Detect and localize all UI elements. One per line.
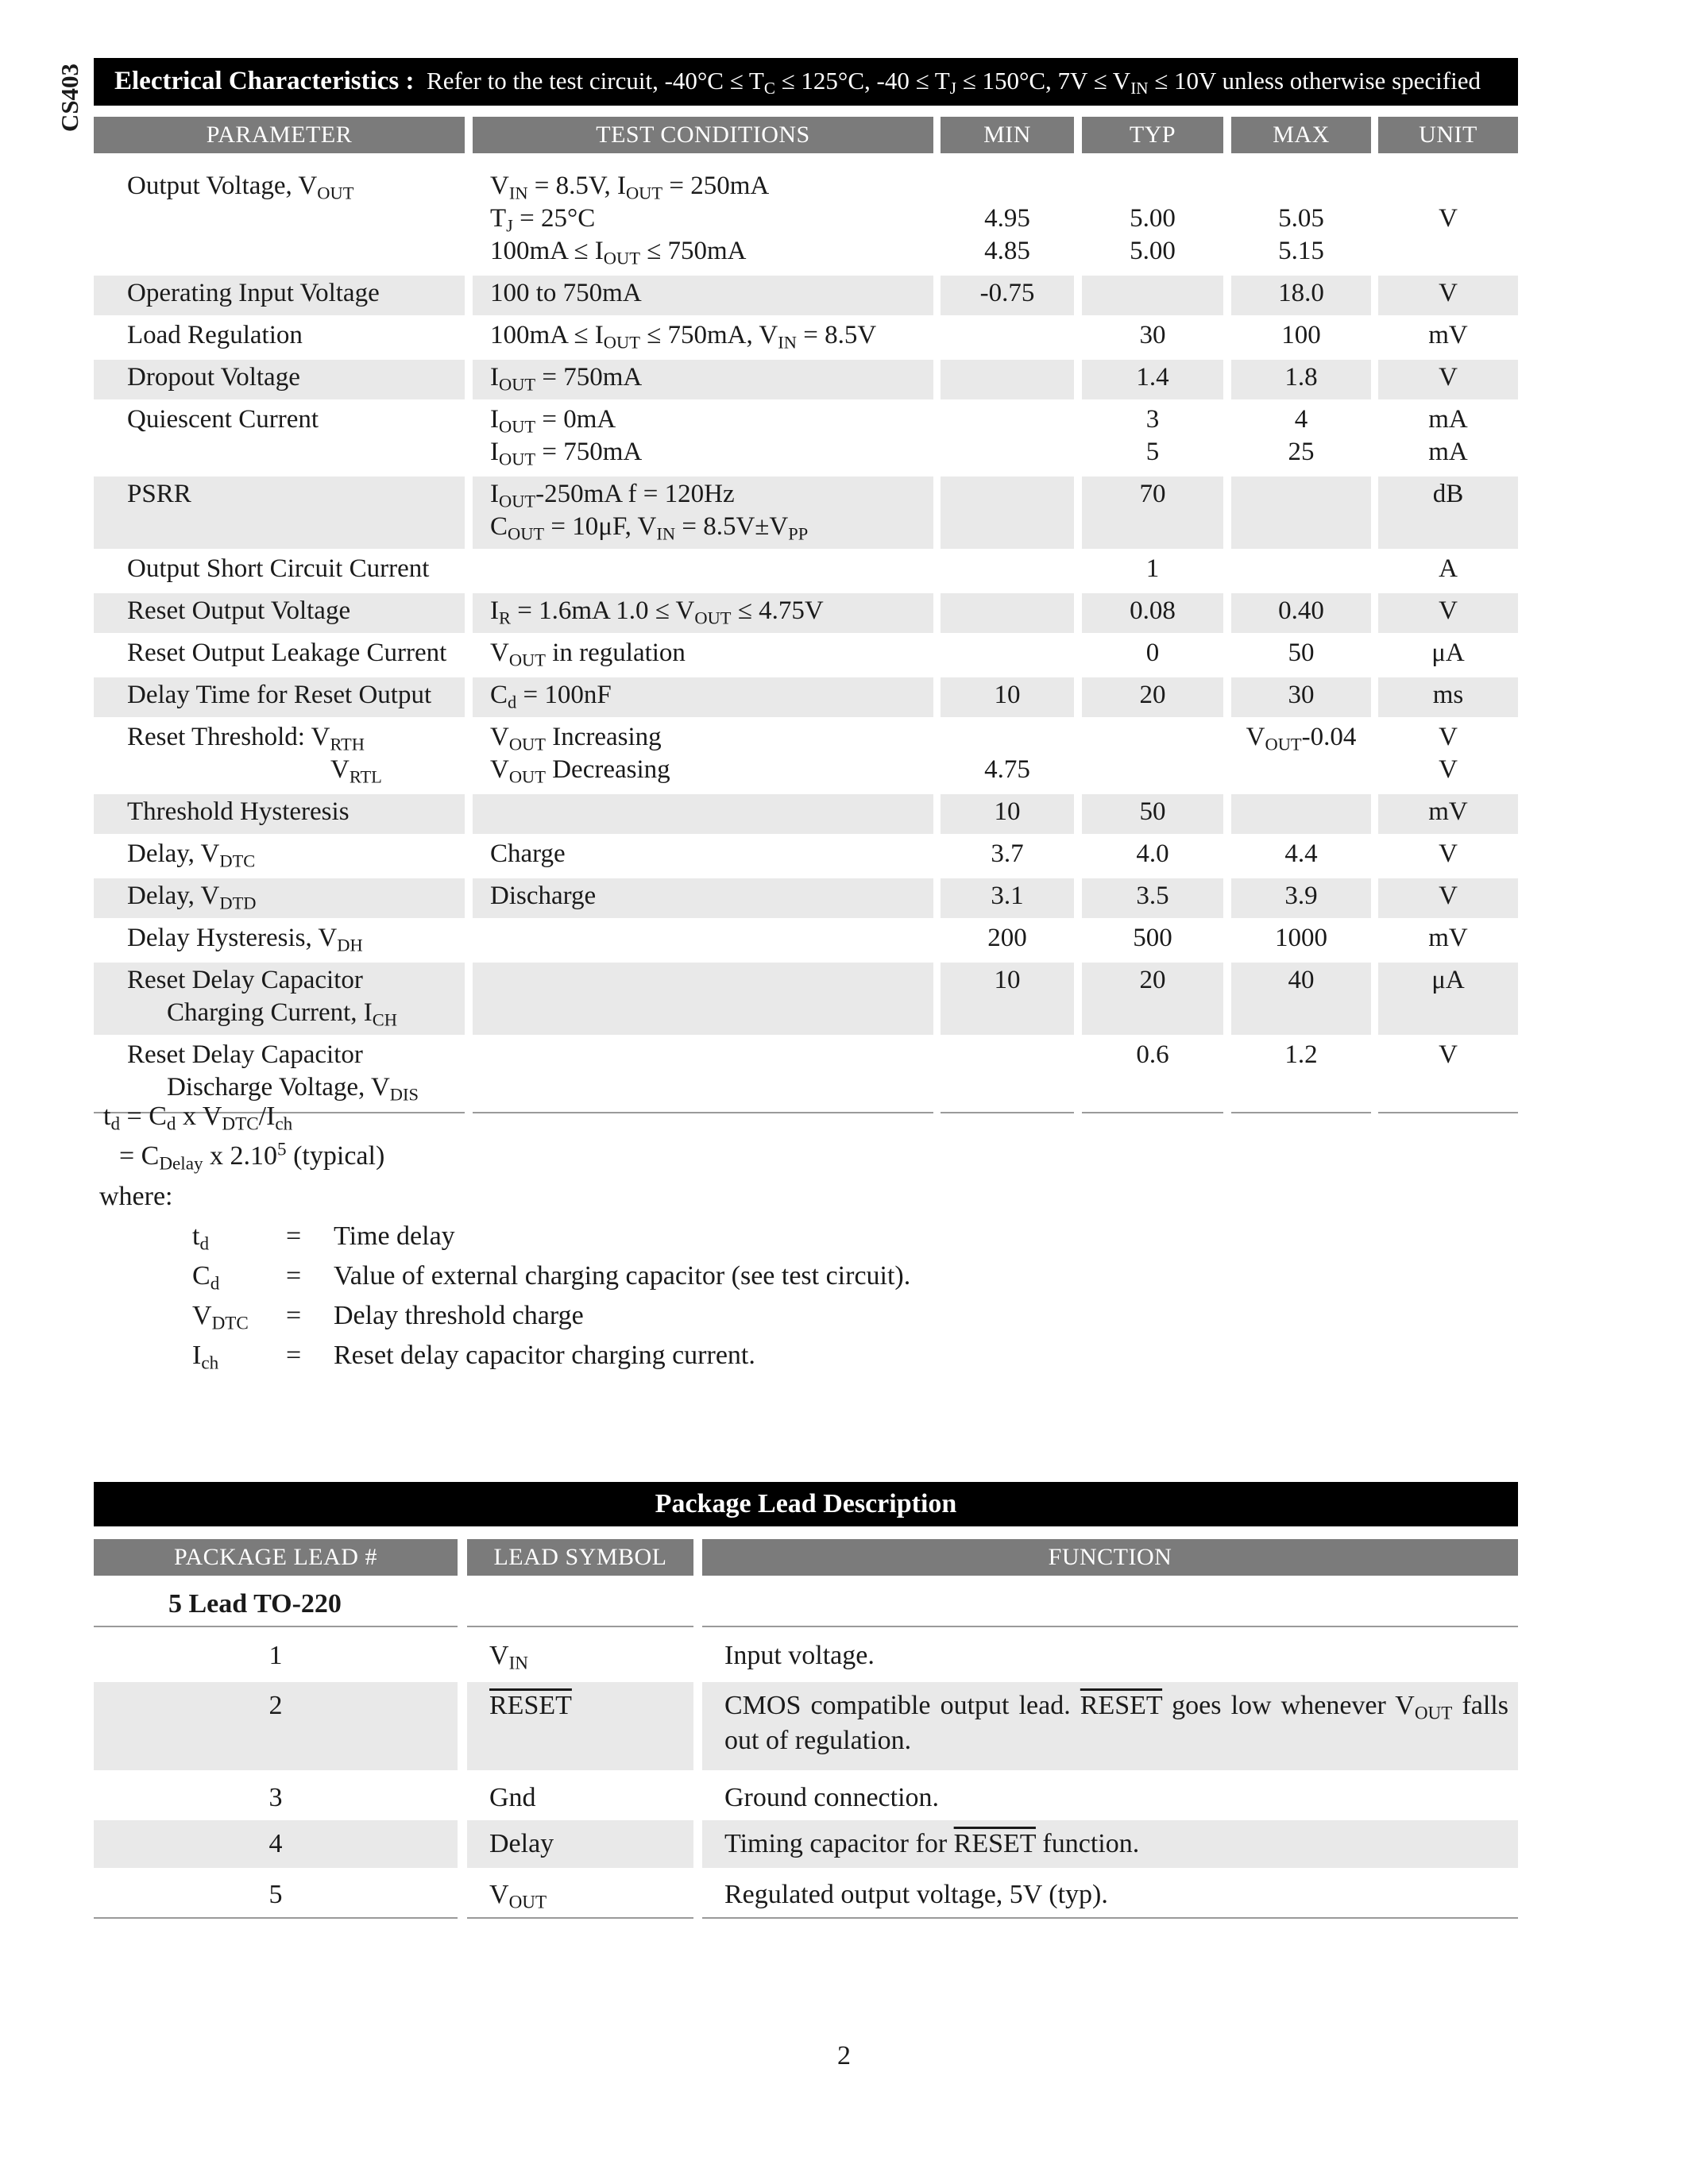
ec-cell-unit: μA xyxy=(1431,639,1465,667)
ec-cell-cond: 100 to 750mA xyxy=(490,279,642,307)
formula-def-equals: = xyxy=(286,1301,302,1330)
ec-cell-max: 5.05 xyxy=(1278,204,1324,233)
row-shade xyxy=(1231,794,1371,834)
ec-cell-unit: mV xyxy=(1428,924,1468,952)
formula-where: where: xyxy=(99,1182,173,1211)
ec-cell-cond: $100mA \le I_{OUT} \le 750mA$, $V_{IN} = 8.5V$ xyxy=(490,321,877,353)
ec-title: Electrical Characteristics : xyxy=(114,67,415,95)
table-bottom-rule xyxy=(1231,1112,1371,1113)
ec-cell-typ: 30 xyxy=(1139,321,1166,349)
pkg-lead-function: Input voltage. xyxy=(724,1641,875,1670)
header-max: MAX xyxy=(1231,117,1371,153)
table-bottom-rule xyxy=(1082,1112,1223,1113)
table-bottom-rule xyxy=(1378,1112,1518,1113)
row-shade xyxy=(941,477,1074,549)
ec-cell-param: Reset Threshold: $V_{RTH}$ xyxy=(127,723,365,754)
ec-cell-cond: $100mA \le I_{OUT} \le 750mA$ xyxy=(490,237,747,268)
ec-cell-unit: V xyxy=(1439,1040,1458,1069)
ec-cell-typ: 4.0 xyxy=(1136,839,1169,868)
group-rule xyxy=(702,1626,1518,1627)
side-part-number: CS403 xyxy=(56,63,83,132)
ec-cell-cond: Discharge xyxy=(490,882,597,910)
ec-cell-cond: $V_{OUT}$ Decreasing xyxy=(490,755,670,787)
ec-cell-unit: V xyxy=(1439,839,1458,868)
row-shade xyxy=(473,963,933,1035)
ec-cell-cond: $C_{OUT} = 10\mu F$, $V_{IN} = 8.5V\pm V_{PP}$ xyxy=(490,512,809,544)
row-shade xyxy=(941,593,1074,633)
pkg-lead-number: 3 xyxy=(268,1783,283,1812)
ec-cell-max: 1000 xyxy=(1275,924,1327,952)
ec-cell-min: 3.1 xyxy=(991,882,1024,910)
formula-def-description: Time delay xyxy=(334,1221,455,1251)
ec-cell-typ: 20 xyxy=(1139,681,1166,709)
formula-def-equals: = xyxy=(286,1221,302,1251)
formula-line-2: = $C_{Delay}$ x 2.10$^5$ (typical) xyxy=(119,1139,385,1175)
ec-cell-cond: $V_{IN} = 8.5V$, $I_{OUT} = 250mA$ xyxy=(490,172,770,203)
ec-cell-unit: dB xyxy=(1432,480,1464,508)
ec-cell-param: Reset Delay Capacitor xyxy=(127,1040,363,1069)
formula-def-equals: = xyxy=(286,1261,302,1291)
header-unit: UNIT xyxy=(1378,117,1518,153)
ec-cell-cond: $I_R = 1.6mA$ $1.0 \le V_{OUT} \le 4.75V$ xyxy=(490,596,824,628)
ec-cell-cond: $I_{OUT} = 0mA$ xyxy=(490,405,616,437)
ec-cell-param: $V_{RTL}$ xyxy=(330,755,382,787)
formula-def-symbol: $C_d$ xyxy=(192,1261,220,1295)
group-rule xyxy=(467,1626,693,1627)
pkg-lead-function: CMOS compatible output lead. RESET goes low whenever $V_{OUT}$ falls out of regulation. xyxy=(724,1691,1508,1755)
ec-cell-param: Reset Output Leakage Current xyxy=(127,639,447,667)
ec-cell-min: 10 xyxy=(994,797,1021,826)
formula-def-description: Value of external charging capacitor (see test circuit). xyxy=(334,1261,911,1291)
ec-cell-min: -0.75 xyxy=(979,279,1035,307)
table-bottom-rule xyxy=(941,1112,1074,1113)
ec-cell-unit: V xyxy=(1439,723,1458,751)
ec-cell-typ: 0 xyxy=(1145,639,1160,667)
ec-cell-typ: 3 xyxy=(1145,405,1160,434)
ec-cell-unit: V xyxy=(1439,279,1458,307)
pkg-lead-function: Regulated output voltage, 5V (typ). xyxy=(724,1880,1108,1909)
ec-cell-max: 3.9 xyxy=(1284,882,1318,910)
pkg-lead-symbol: RESET xyxy=(489,1691,572,1720)
ec-cell-typ: 1 xyxy=(1145,554,1160,583)
ec-cell-param: Delay, $V_{DTC}$ xyxy=(127,839,256,871)
header-package-lead: PACKAGE LEAD # xyxy=(94,1539,458,1576)
ec-cell-param: Dropout Voltage xyxy=(127,363,300,392)
pkg-lead-number: 5 xyxy=(268,1880,283,1909)
ec-cell-max: 30 xyxy=(1288,681,1315,709)
ec-cell-typ: 3.5 xyxy=(1136,882,1169,910)
ec-cell-typ: 5.00 xyxy=(1130,237,1176,265)
ec-cell-param: PSRR xyxy=(127,480,191,508)
ec-cell-typ: 20 xyxy=(1139,966,1166,994)
formula-def-description: Reset delay capacitor charging current. xyxy=(334,1341,755,1370)
header-parameter: PARAMETER xyxy=(94,117,465,153)
ec-cell-unit: μA xyxy=(1431,966,1465,994)
ec-cell-param: Load Regulation xyxy=(127,321,303,349)
formula-def-symbol: $t_d$ xyxy=(192,1221,210,1255)
pkg-lead-number: 1 xyxy=(268,1641,283,1670)
ec-cell-max: 5.15 xyxy=(1278,237,1324,265)
ec-cell-max: 4.4 xyxy=(1284,839,1318,868)
ec-cell-unit: ms xyxy=(1432,681,1464,709)
ec-cell-min: 4.75 xyxy=(984,755,1030,784)
ec-cell-max: 1.8 xyxy=(1284,363,1318,392)
ec-cell-max: 50 xyxy=(1288,639,1315,667)
pkg-lead-function: Timing capacitor for RESET function. xyxy=(724,1829,1140,1858)
ec-cell-max: 18.0 xyxy=(1278,279,1324,307)
ec-cell-max: 100 xyxy=(1281,321,1321,349)
ec-cell-max: 0.40 xyxy=(1278,596,1324,625)
ec-cell-unit: V xyxy=(1439,204,1458,233)
ec-cell-cond: $I_{OUT}-250mA$ f = 120Hz xyxy=(490,480,735,511)
ec-cell-cond: $I_{OUT} = 750mA$ xyxy=(490,438,643,469)
row-shade xyxy=(941,360,1074,399)
ec-cell-param: Delay, $V_{DTD}$ xyxy=(127,882,257,913)
ec-cell-param: Operating Input Voltage xyxy=(127,279,380,307)
ec-cell-cond: $V_{OUT}$ Increasing xyxy=(490,723,662,754)
ec-cell-param: Output Short Circuit Current xyxy=(127,554,430,583)
ec-cell-unit: V xyxy=(1439,596,1458,625)
pkg-lead-symbol: Gnd xyxy=(489,1783,536,1812)
pkg-lead-symbol: $V_{OUT}$ xyxy=(489,1880,547,1913)
formula-line-1: $t_d = C_d$ x $V_{DTC}/I_{ch}$ xyxy=(103,1102,293,1135)
pkg-lead-number: 2 xyxy=(268,1691,283,1720)
ec-cell-min: 4.85 xyxy=(984,237,1030,265)
ec-cell-unit: mA xyxy=(1428,438,1468,466)
ec-cell-typ: 50 xyxy=(1139,797,1166,826)
formula-def-description: Delay threshold charge xyxy=(334,1301,584,1330)
ec-subtitle: Refer to the test circuit, $-40^\circ C \le T_C \le 125^\circ C$, $-40 \le T_J \le 150^\circ C$, $7V \le V_{IN} \le 10V$ unless otherwise specified xyxy=(427,67,1481,98)
electrical-characteristics-bar xyxy=(94,58,1518,106)
ec-cell-max: 4 xyxy=(1294,405,1308,434)
ec-cell-unit: mA xyxy=(1428,405,1468,434)
formula-def-equals: = xyxy=(286,1341,302,1370)
header-lead-symbol: LEAD SYMBOL xyxy=(467,1539,693,1576)
ec-cell-typ: 0.6 xyxy=(1136,1040,1169,1069)
header-function: FUNCTION xyxy=(702,1539,1518,1576)
header-test-conditions: TEST CONDITIONS xyxy=(473,117,933,153)
ec-cell-typ: 5 xyxy=(1145,438,1160,466)
ec-cell-unit: mV xyxy=(1428,321,1468,349)
row-shade xyxy=(1231,477,1371,549)
ec-cell-max: 40 xyxy=(1288,966,1315,994)
pkg-lead-function: Ground connection. xyxy=(724,1783,940,1812)
ec-cell-cond: $T_J = 25^\circ C$ xyxy=(490,204,596,236)
ec-cell-param: Delay Time for Reset Output xyxy=(127,681,432,709)
row-shade xyxy=(473,794,933,834)
package-group-label: 5 Lead TO-220 xyxy=(168,1589,342,1619)
header-typ: TYP xyxy=(1082,117,1223,153)
ec-cell-min: 10 xyxy=(994,966,1021,994)
ec-cell-cond: $I_{OUT} = 750mA$ xyxy=(490,363,643,395)
ec-cell-max: 1.2 xyxy=(1284,1040,1318,1069)
ec-cell-typ: 70 xyxy=(1139,480,1166,508)
pkg-bottom-rule xyxy=(702,1917,1518,1919)
formula-def-symbol: $V_{DTC}$ xyxy=(192,1301,249,1334)
ec-cell-cond: $V_{OUT}$ in regulation xyxy=(490,639,686,670)
ec-cell-unit: V xyxy=(1439,882,1458,910)
ec-cell-param: Reset Output Voltage xyxy=(127,596,351,625)
header-min: MIN xyxy=(941,117,1074,153)
ec-cell-min: 3.7 xyxy=(991,839,1024,868)
pkg-bottom-rule xyxy=(467,1917,693,1919)
ec-cell-min: 4.95 xyxy=(984,204,1030,233)
ec-cell-unit: A xyxy=(1439,554,1458,583)
table-bottom-rule xyxy=(473,1112,933,1113)
ec-cell-param: Reset Delay Capacitor xyxy=(127,966,363,994)
ec-cell-typ: 5.00 xyxy=(1130,204,1176,233)
ec-cell-cond: Charge xyxy=(490,839,566,868)
pkg-bottom-rule xyxy=(94,1917,458,1919)
ec-cell-param: Quiescent Current xyxy=(127,405,319,434)
ec-cell-min: 10 xyxy=(994,681,1021,709)
ec-cell-param: Charging Current, $I_{CH}$ xyxy=(167,998,397,1030)
package-lead-description-bar: Package Lead Description xyxy=(94,1482,1518,1526)
ec-cell-max: 25 xyxy=(1288,438,1315,466)
ec-cell-unit: V xyxy=(1439,755,1458,784)
ec-cell-unit: V xyxy=(1439,363,1458,392)
ec-cell-param: Delay Hysteresis, $V_{DH}$ xyxy=(127,924,363,955)
ec-cell-min: 200 xyxy=(987,924,1027,952)
row-shade xyxy=(1082,276,1223,315)
pkg-lead-symbol: $V_{IN}$ xyxy=(489,1641,528,1674)
ec-cell-param: Threshold Hysteresis xyxy=(127,797,350,826)
formula-def-symbol: $I_{ch}$ xyxy=(192,1341,219,1374)
ec-cell-param: Discharge Voltage, $V_{DIS}$ xyxy=(167,1073,419,1105)
ec-cell-typ: 500 xyxy=(1133,924,1172,952)
ec-cell-max: $V_{OUT}-0.04$ xyxy=(1246,723,1357,754)
ec-cell-typ: 1.4 xyxy=(1136,363,1169,392)
pkg-lead-number: 4 xyxy=(268,1829,283,1858)
ec-cell-param: Output Voltage, $V_{OUT}$ xyxy=(127,172,354,203)
pkg-lead-symbol: Delay xyxy=(489,1829,554,1858)
ec-cell-cond: $C_d = 100nF$ xyxy=(490,681,612,712)
ec-cell-unit: mV xyxy=(1428,797,1468,826)
group-rule xyxy=(94,1626,458,1627)
page-number: 2 xyxy=(837,2041,851,2070)
ec-cell-typ: 0.08 xyxy=(1130,596,1176,625)
